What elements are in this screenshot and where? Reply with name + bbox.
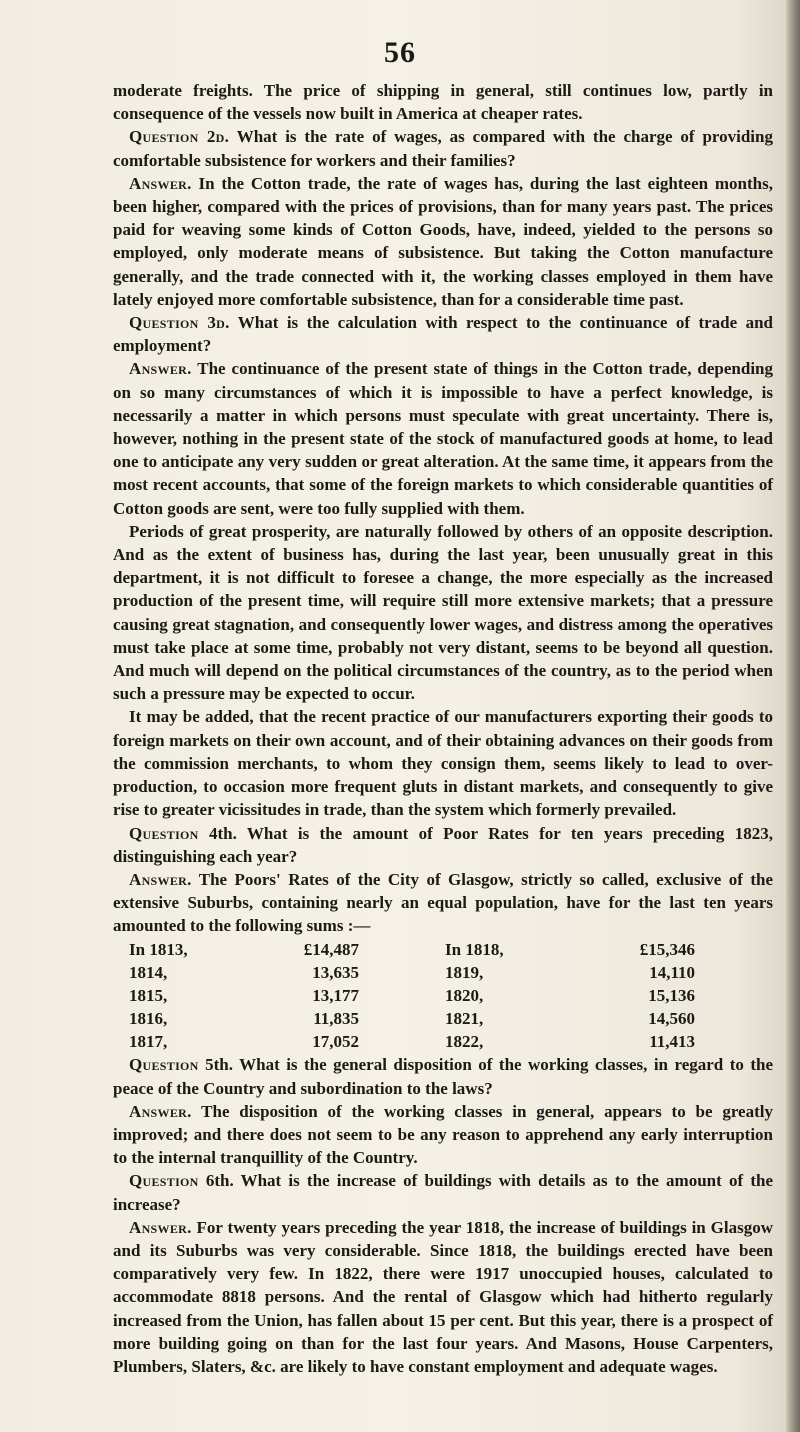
paragraph-lead: Question (129, 1055, 199, 1075)
paragraph-text: Periods of great prosperity, are naturally followed by others of an opposite description. And as the extent of business has, during the last year, been unusually great in this department, it is not difficult to foresee a change, the more especially as the increased production of the present time, will require still more extensive markets; that a pressure causing great stagnation, and consequently lower wages, and distress among the operatives must take place at some time, probably not very distant, seems to be beyond all question. And much will depend on the political circumstances of the country, as to the period when such a pressure may be expected to occur. (113, 521, 773, 704)
paragraph-text: 4th. What is the amount of Poor Rates for ten years preceding 1823, distinguishing each year? (113, 823, 773, 866)
paragraph (113, 822, 773, 868)
poor-rate-amount: 11,835 (313, 1009, 359, 1029)
paragraph-text: What is the calculation with respect to the continuance of trade and employment? (113, 313, 773, 356)
poor-rate-amount: 13,635 (312, 962, 359, 982)
poor-rate-year: In 1818, (445, 939, 504, 959)
paragraph (113, 1100, 773, 1170)
paragraph-text: moderate freights. The price of shipping in general, still continues low, partly in consequence of the vessels now built in America at cheaper rates. (113, 81, 773, 124)
poor-rate-row (445, 984, 695, 1007)
paragraph-text: The disposition of the working classes in general, appears to be greatly improved; and there does not seem to be any reason to apprehend any early interruption to the internal tranquillity of the Country. (113, 1101, 773, 1168)
paragraph (113, 125, 773, 171)
book-binding-edge (786, 0, 800, 1432)
poor-rate-year: 1822, (445, 1032, 484, 1052)
page-number: 56 (384, 36, 416, 69)
paragraph-text: In the Cotton trade, the rate of wages has, during the last eighteen months, been higher, compared with the prices of provisions, than for many years past. The prices paid for weaving some kinds of Cotton Goods, have, indeed, yielded to the persons so employed, only moderate means of subsistence. But taking the Cotton manufacture generally, and the trade connected with it, the working classes employed in them have lately enjoyed more comfortable subsistence, than for a considerable time past. (113, 173, 773, 309)
poor-rate-amount: 13,177 (312, 985, 359, 1005)
poor-rate-year: 1816, (129, 1009, 168, 1029)
paragraph-lead: Question 3d. (129, 313, 230, 333)
poor-rate-year: 1815, (129, 985, 168, 1005)
poor-rate-amount: 14,110 (649, 962, 695, 982)
paragraph (113, 705, 773, 821)
paragraphs-before-table (113, 79, 773, 938)
poor-rate-row (445, 1030, 695, 1053)
poor-rate-row (129, 938, 359, 961)
paragraph-lead: Answer. (129, 359, 192, 379)
poor-rates-column-left (129, 938, 359, 1054)
poor-rate-row (129, 1007, 359, 1030)
paragraph (113, 79, 773, 125)
paragraph-lead: Answer. (129, 1217, 192, 1237)
poor-rates-table (113, 938, 773, 1054)
paragraph-lead: Answer. (129, 869, 192, 889)
paragraph (113, 520, 773, 706)
poor-rate-row (445, 961, 695, 984)
poor-rate-year: 1819, (445, 962, 484, 982)
paragraph (113, 172, 773, 311)
poor-rate-row (445, 1007, 695, 1030)
paragraph-lead: Answer. (129, 173, 192, 193)
poor-rate-amount: 17,052 (312, 1032, 359, 1052)
paragraph-text: The Poors' Rates of the City of Glasgow, strictly so called, exclusive of the extensive Suburbs, containing nearly an equal population, have for the last ten years amounted to the following sums :— (113, 869, 773, 936)
poor-rate-row (129, 984, 359, 1007)
poor-rate-row (129, 961, 359, 984)
paragraph (113, 1216, 773, 1378)
paragraph (113, 1169, 773, 1215)
poor-rate-amount: £15,346 (639, 939, 695, 959)
paragraph-lead: Question 2d. (129, 127, 230, 147)
poor-rate-year: 1817, (129, 1032, 168, 1052)
paragraph-lead: Answer. (129, 1101, 192, 1121)
paragraph-text: The continuance of the present state of things in the Cotton trade, depending on so many circumstances of which it is impossible to have a perfect knowledge, is necessarily a matter in which persons must speculate with great uncertainty. There is, however, nothing in the present state of the stock of manufactured goods at home, to lead one to anticipate any very sudden or great alteration. At the same time, it appears from the most recent accounts, that some of the foreign markets to which considerable quantities of Cotton goods are sent, were too fully supplied with them. (113, 359, 773, 518)
paragraph-text: What is the rate of wages, as compared with the charge of providing comfortable subsistence for workers and their families? (113, 127, 773, 170)
paragraphs-after-table (113, 1053, 773, 1378)
paragraph-lead: Question (129, 1171, 199, 1191)
poor-rate-row (445, 938, 695, 961)
paragraph-text: 5th. What is the general disposition of the working classes, in regard to the peace of the Country and subordination to the laws? (113, 1055, 773, 1098)
poor-rate-year: 1814, (129, 962, 168, 982)
paragraph (113, 1053, 773, 1099)
poor-rate-row (129, 1030, 359, 1053)
poor-rate-year: 1820, (445, 985, 484, 1005)
poor-rate-amount: 11,413 (649, 1032, 695, 1052)
paragraph (113, 357, 773, 519)
paragraph (113, 311, 773, 357)
poor-rate-year: 1821, (445, 1009, 484, 1029)
paragraph (113, 868, 773, 938)
paragraph-text: It may be added, that the recent practice of our manufacturers exporting their goods to foreign markets on their own account, and of their obtaining advances on their goods from the commission merchants, to whom they consign them, seems likely to lead to over-production, to occasion more frequent gluts in distant markets, and consequently to give rise to greater vicissitudes in trade, than the system which formerly prevailed. (113, 707, 773, 820)
paragraph-text: 6th. What is the increase of buildings with details as to the amount of the increase? (113, 1171, 773, 1214)
poor-rate-amount: 15,136 (648, 985, 695, 1005)
paragraph-text: For twenty years preceding the year 1818, the increase of buildings in Glasgow and its Suburbs was very considerable. Since 1818, the buildings erected have been comparatively very few. In 1822, there were 1917 unoccupied houses, calculated to accommodate 8818 persons. And the rental of Glasgow which had hitherto regularly increased from the Union, has fallen about 15 per cent. But this year, there is a prospect of more building going on than for the last four years. And Masons, House Carpenters, Plumbers, Slaters, &c. are likely to have constant employment and adequate wages. (113, 1217, 773, 1377)
paragraph-lead: Question (129, 823, 199, 843)
poor-rate-amount: 14,560 (648, 1009, 695, 1029)
poor-rates-column-right (445, 938, 695, 1054)
poor-rate-amount: £14,487 (303, 939, 359, 959)
poor-rate-year: In 1813, (129, 939, 188, 959)
body-text (113, 79, 773, 1378)
